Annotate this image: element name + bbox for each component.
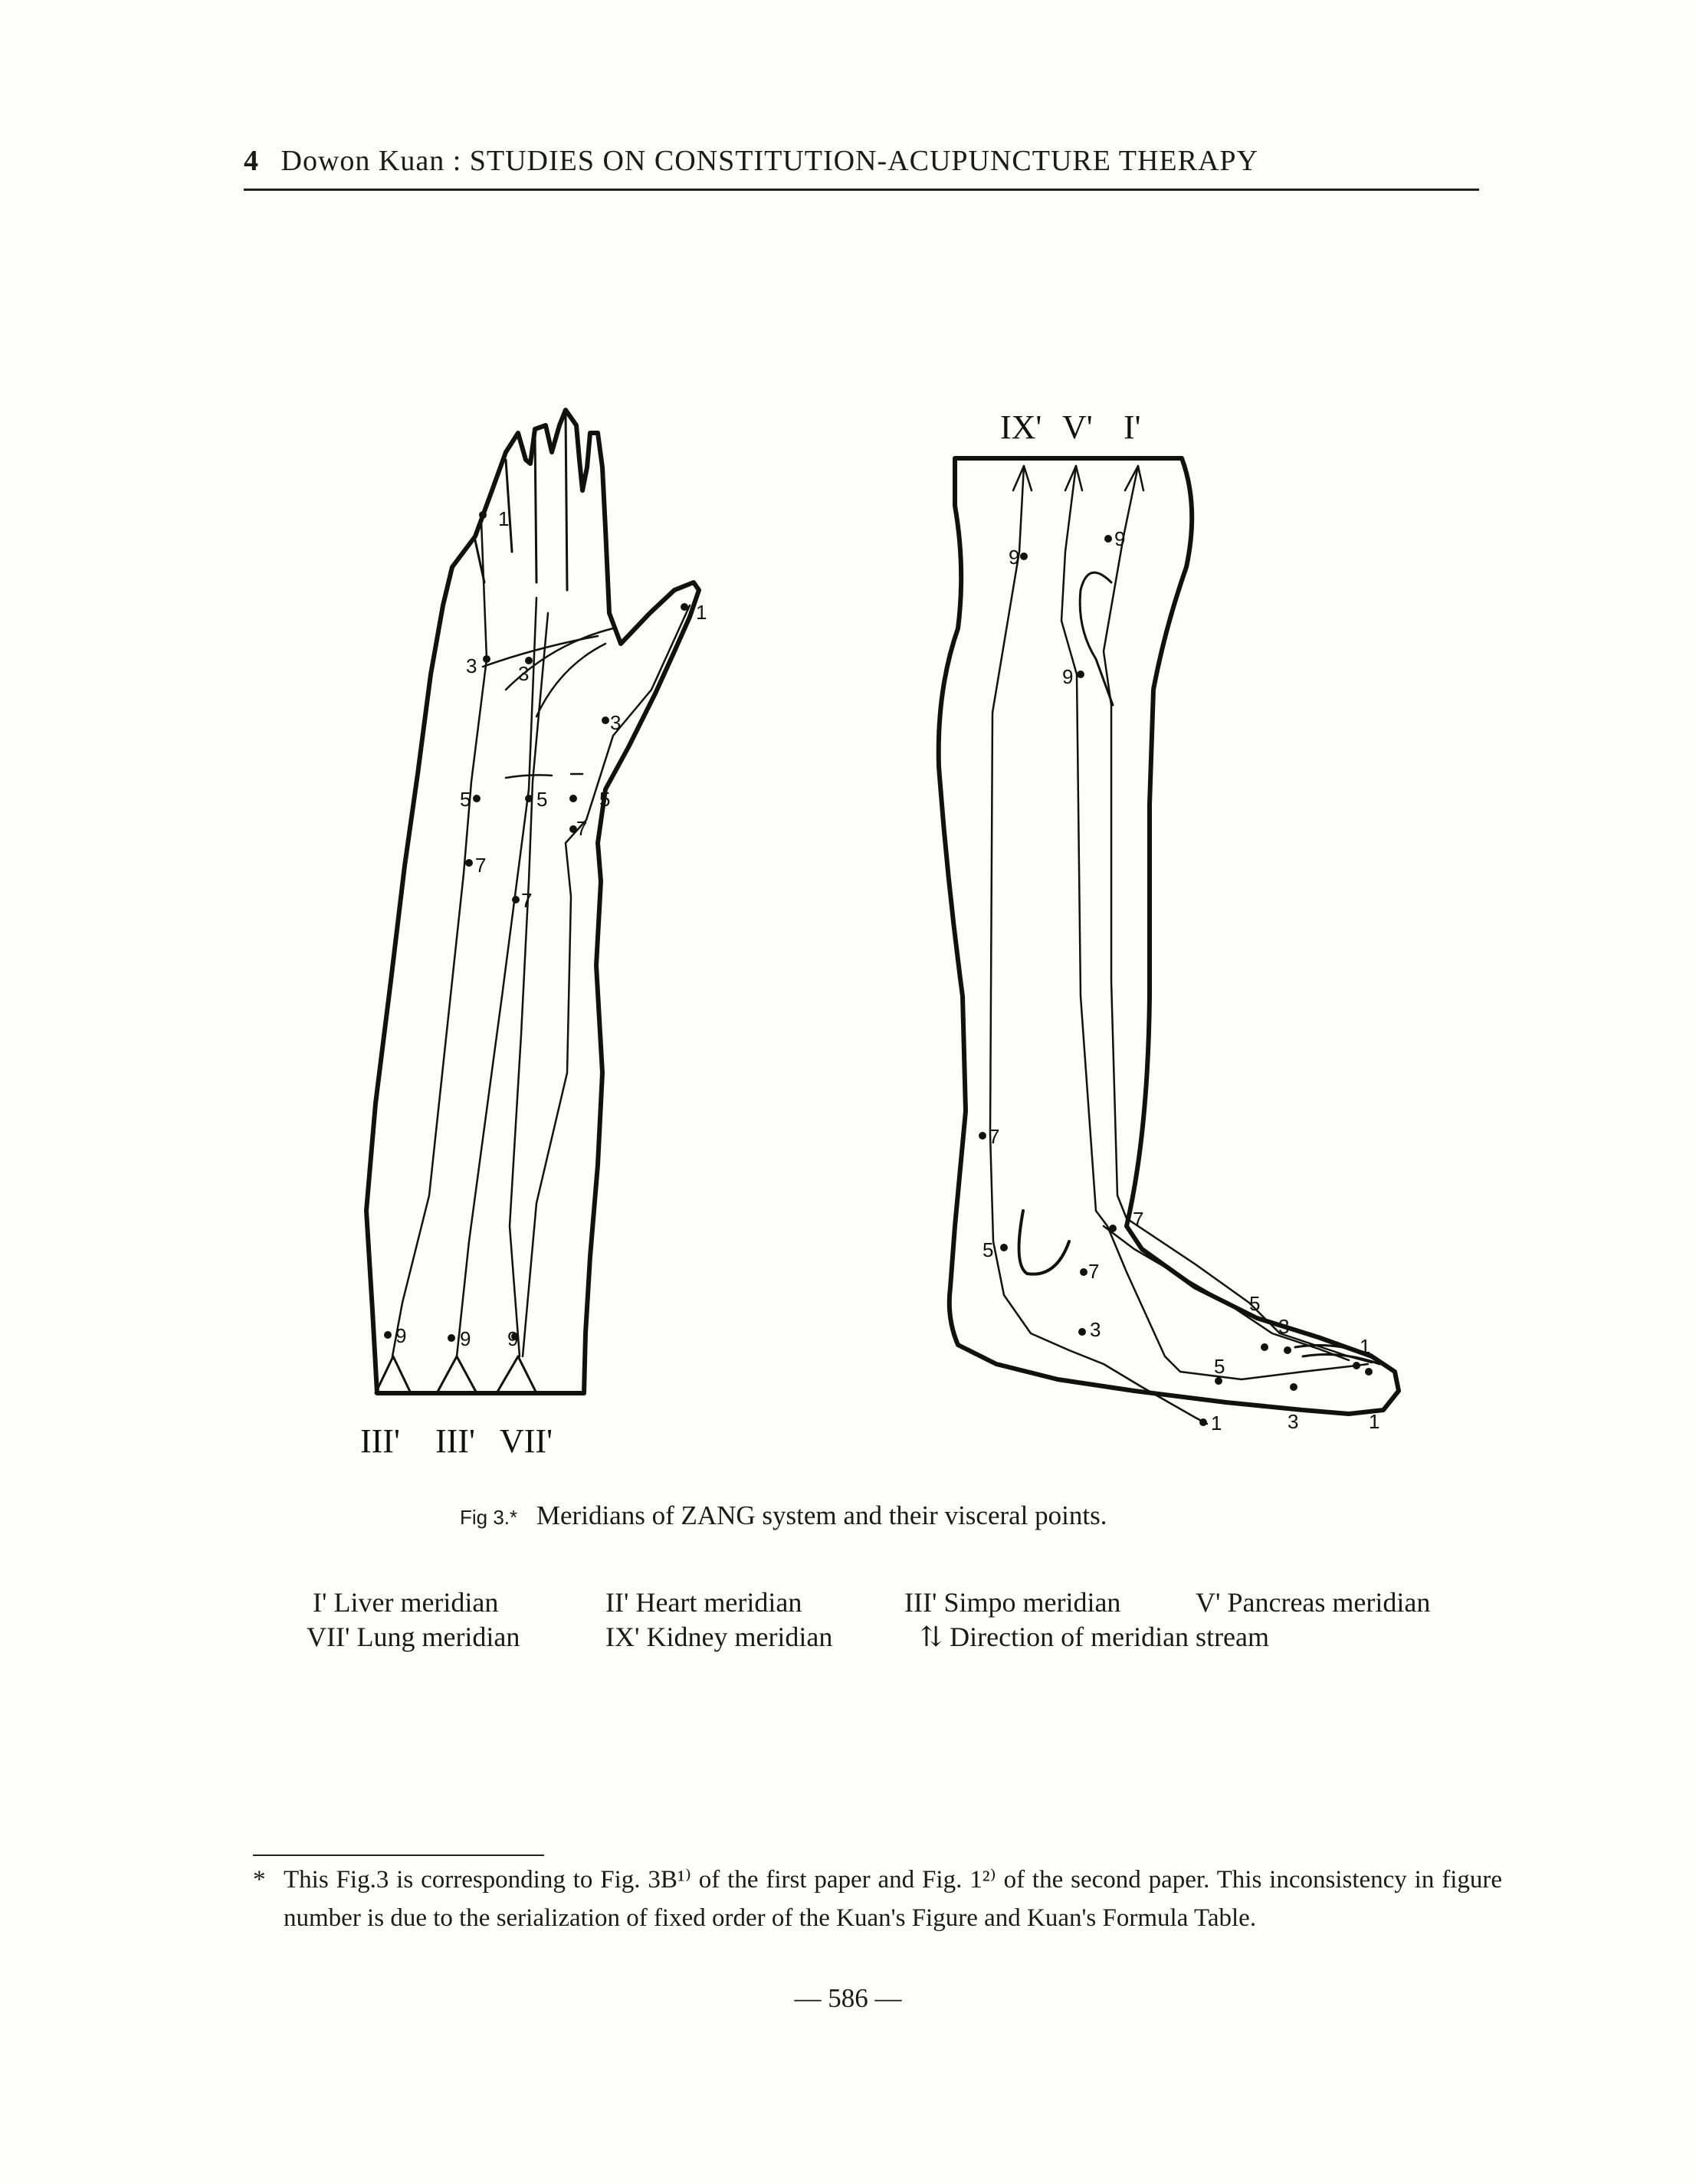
leg-point xyxy=(1080,1268,1087,1276)
legend-label: Pancreas meridian xyxy=(1227,1587,1431,1618)
legend-item xyxy=(1196,1586,1430,1618)
arm-meridian-label: III' xyxy=(435,1422,475,1460)
caption-label: Fig 3.* xyxy=(460,1506,518,1529)
leg-point xyxy=(1215,1377,1222,1385)
leg-point-label: 3 xyxy=(1090,1318,1101,1341)
leg-point xyxy=(1000,1244,1008,1251)
leg-point xyxy=(1020,553,1028,560)
arm-point-label: 9 xyxy=(395,1324,407,1347)
arm-point xyxy=(512,896,520,903)
arm-point-label: 5 xyxy=(536,788,548,811)
footnote xyxy=(253,1861,1502,1937)
leg-outline xyxy=(939,458,1399,1414)
legend-item xyxy=(605,1586,802,1618)
arm-meridian-label: VII' xyxy=(500,1422,553,1460)
legend-label: Lung meridian xyxy=(356,1622,520,1652)
arm-point xyxy=(465,859,473,867)
leg-point-label: 1 xyxy=(1360,1335,1371,1358)
arm-point xyxy=(602,717,609,724)
legend-item xyxy=(313,1586,498,1618)
leg-point-label: 7 xyxy=(989,1125,1000,1148)
ankle-curve xyxy=(1019,1211,1069,1274)
leg-point-label: 1 xyxy=(1369,1410,1380,1433)
header-title: Dowon Kuan : STUDIES ON CONSTITUTION-ACUPUNCTURE THERAPY xyxy=(280,145,1259,177)
leg-meridian-labels xyxy=(1000,408,1141,446)
leg-diagram xyxy=(939,408,1399,1435)
legend-label: Heart meridian xyxy=(635,1587,802,1618)
leg-point-label: 1 xyxy=(1211,1412,1222,1435)
arm-point-label: 7 xyxy=(475,854,487,877)
arm-point xyxy=(681,603,688,611)
leg-point xyxy=(1365,1368,1373,1376)
arm-point xyxy=(448,1334,455,1342)
arm-meridian-labels xyxy=(360,1422,553,1460)
arm-diagram xyxy=(360,410,707,1460)
leg-meridian-label: I' xyxy=(1124,408,1141,446)
legend-symbol: V' xyxy=(1196,1587,1221,1618)
leg-top-arrows xyxy=(1013,466,1143,490)
leg-point-label: 7 xyxy=(1133,1208,1144,1231)
arm-point xyxy=(479,511,487,519)
leg-meridian-lines xyxy=(990,466,1372,1424)
legend-label: Simpo meridian xyxy=(943,1587,1121,1618)
arm-point xyxy=(473,795,481,802)
footnote-marker: * xyxy=(253,1866,266,1894)
arm-point xyxy=(569,795,577,802)
page-number: — 586 — xyxy=(794,1983,902,2013)
arm-point-label: 1 xyxy=(498,507,510,530)
leg-point xyxy=(1077,671,1084,678)
arm-point-label: 3 xyxy=(518,662,530,685)
legend-symbol: VII' xyxy=(307,1622,350,1652)
legend-item xyxy=(920,1621,1269,1653)
legend-symbol: IX' xyxy=(605,1622,640,1652)
footnote-text: This Fig.3 is corresponding to Fig. 3B¹⁾ of the first paper and Fig. 1²⁾ of the second paper. This inconsistency in figure number is due to the serialization of fixed order of the Kuan's Figure and Kuan's Formula Table. xyxy=(284,1866,1502,1932)
leg-point-label: 3 xyxy=(1288,1410,1299,1433)
arm-point xyxy=(483,655,490,663)
legend-label: Kidney meridian xyxy=(646,1622,833,1652)
leg-point xyxy=(1261,1343,1268,1351)
arm-base-arrows xyxy=(376,1356,536,1393)
legend-item xyxy=(605,1621,832,1653)
leg-point-labels xyxy=(982,527,1379,1435)
arm-point-label: 5 xyxy=(460,788,471,811)
arm-point-label: 3 xyxy=(466,654,477,677)
leg-point xyxy=(1199,1418,1207,1426)
leg-point-label: 7 xyxy=(1088,1260,1100,1283)
arm-point-label: 9 xyxy=(507,1327,519,1350)
arm-point-label: 7 xyxy=(521,889,533,912)
leg-point xyxy=(979,1132,986,1140)
leg-point-label: 5 xyxy=(1249,1292,1261,1315)
arm-point-labels xyxy=(395,507,707,1350)
leg-point-label: 9 xyxy=(1062,665,1074,688)
legend-symbol: II' xyxy=(605,1587,629,1618)
arm-point xyxy=(525,795,533,802)
leg-point xyxy=(1104,535,1112,543)
arm-point-label: 1 xyxy=(696,601,707,624)
legend-label: Direction of meridian stream xyxy=(950,1622,1270,1652)
caption-text: Meridians of ZANG system and their visceral points. xyxy=(536,1500,1107,1530)
arm-meridian-label: III' xyxy=(360,1422,400,1460)
leg-point-label: 5 xyxy=(1214,1355,1225,1378)
leg-points xyxy=(979,535,1373,1426)
legend-label: Liver meridian xyxy=(333,1587,499,1618)
legend-item xyxy=(904,1586,1120,1618)
leg-point xyxy=(1284,1346,1291,1354)
leg-point-label: 5 xyxy=(982,1238,994,1261)
leg-point-label: 9 xyxy=(1009,546,1020,569)
arm-point-label: 9 xyxy=(460,1327,471,1350)
arm-point xyxy=(384,1331,392,1339)
leg-meridian-label: V' xyxy=(1062,408,1093,446)
leg-point-label: 9 xyxy=(1114,527,1126,550)
footnote-rule xyxy=(253,1854,544,1856)
leg-point xyxy=(1078,1328,1086,1336)
figure-caption xyxy=(460,1500,1341,1531)
leg-point xyxy=(1290,1383,1297,1391)
arm-point-label: 5 xyxy=(599,788,611,811)
leg-point-label: 3 xyxy=(1278,1315,1290,1338)
palm-creases xyxy=(483,628,613,778)
leg-point xyxy=(1109,1225,1117,1232)
legend-symbol: I' xyxy=(313,1587,327,1618)
arm-point-label: 7 xyxy=(576,817,588,840)
header-page-number: 4 xyxy=(244,145,259,177)
leg-meridian-label: IX' xyxy=(1000,408,1042,446)
legend-symbol: III' xyxy=(904,1587,937,1618)
legend-symbol: ⇅ xyxy=(920,1622,943,1652)
legend-item xyxy=(307,1621,520,1653)
leg-point xyxy=(1353,1362,1360,1369)
arm-point-label: 3 xyxy=(610,711,622,734)
